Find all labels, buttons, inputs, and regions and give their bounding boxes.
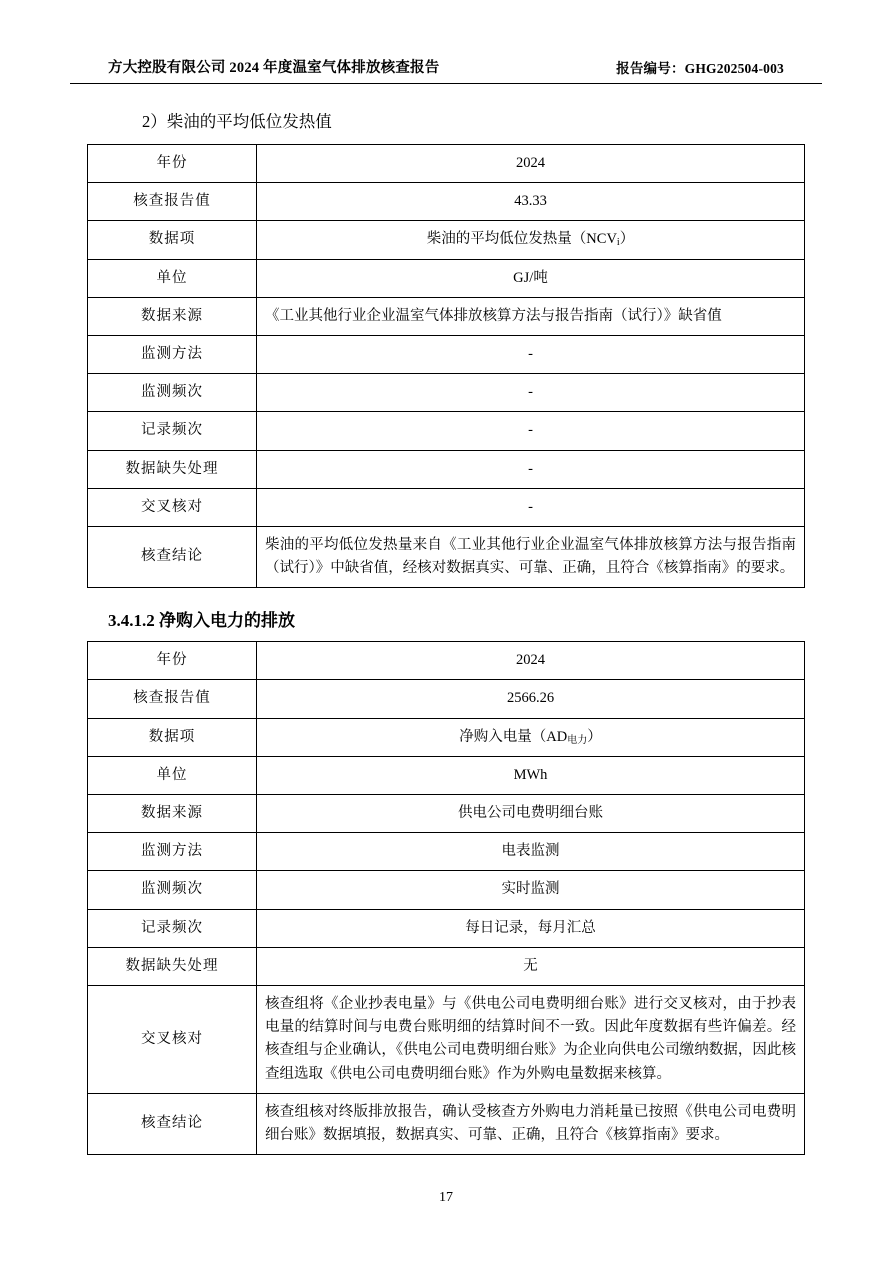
row-value: - <box>257 488 805 526</box>
row-label: 监测频次 <box>88 374 257 412</box>
row-value: 供电公司电费明细台账 <box>257 795 805 833</box>
row-value-text: 柴油的平均低位发热量（NCV <box>426 231 617 248</box>
row-label: 核查报告值 <box>88 680 257 718</box>
row-value: 每日记录，每月汇总 <box>257 909 805 947</box>
row-label: 数据来源 <box>88 795 257 833</box>
header-report-number: 报告编号：GHG202504-003 <box>616 61 784 76</box>
row-label: 单位 <box>88 259 257 297</box>
row-label: 监测方法 <box>88 335 257 373</box>
table-row <box>88 526 805 587</box>
table-row <box>88 756 805 794</box>
table-row <box>88 947 805 985</box>
row-label: 记录频次 <box>88 412 257 450</box>
page-header <box>70 56 822 84</box>
row-value <box>257 718 805 756</box>
row-label: 监测方法 <box>88 833 257 871</box>
row-value-subscript: 电力 <box>567 734 588 746</box>
table-row <box>88 718 805 756</box>
row-value: 核查组将《企业抄表电量》与《供电公司电费明细台账》进行交叉核对，由于抄表电量的结算时间与电费台账明细的结算时间不一致。因此年度数据有些许偏差。经核查组与企业确认，《供电公司电费明细台账》为企业向供电公司缴纳数据，因此核查组选取《供电公司电费明细台账》作为外购电量数据来核算。 <box>257 985 805 1093</box>
row-value-text: 净购入电量（AD <box>459 728 568 745</box>
row-label: 数据项 <box>88 221 257 259</box>
row-value: - <box>257 374 805 412</box>
table-row <box>88 488 805 526</box>
row-value: 柴油的平均低位发热量来自《工业其他行业企业温室气体排放核算方法与报告指南（试行）》中缺省值，经核对数据真实、可靠、正确，且符合《核算指南》的要求。 <box>257 526 805 587</box>
row-label: 记录频次 <box>88 909 257 947</box>
row-value: GJ/吨 <box>257 259 805 297</box>
table-row <box>88 450 805 488</box>
row-label: 核查结论 <box>88 526 257 587</box>
subsection-heading: 2）柴油的平均低位发热值 <box>142 112 332 131</box>
row-value: - <box>257 450 805 488</box>
row-value: 2024 <box>257 145 805 183</box>
table-row <box>88 183 805 221</box>
row-label: 交叉核对 <box>88 488 257 526</box>
page-footer <box>0 1190 892 1206</box>
table-row <box>88 909 805 947</box>
row-value: 2566.26 <box>257 680 805 718</box>
table-row <box>88 335 805 373</box>
table-row <box>88 985 805 1093</box>
row-value-tail: ） <box>587 728 602 745</box>
table-row <box>88 1093 805 1154</box>
table-row <box>88 833 805 871</box>
table-row <box>88 259 805 297</box>
row-label: 监测频次 <box>88 871 257 909</box>
net-purchased-electricity-table <box>87 641 805 1155</box>
row-label: 年份 <box>88 642 257 680</box>
row-value: 无 <box>257 947 805 985</box>
table-row <box>88 412 805 450</box>
row-label: 核查报告值 <box>88 183 257 221</box>
header-report-title: 方大控股有限公司 2024 年度温室气体排放核查报告 <box>108 60 440 76</box>
row-value-tail: ） <box>619 231 635 248</box>
table-row <box>88 374 805 412</box>
diesel-ncv-table <box>87 144 805 588</box>
row-label: 数据来源 <box>88 297 257 335</box>
row-value-subscript: i <box>616 237 620 249</box>
page-number: 17 <box>439 1190 453 1205</box>
table-row <box>88 145 805 183</box>
row-label: 核查结论 <box>88 1093 257 1154</box>
row-value: 2024 <box>257 642 805 680</box>
table-row <box>88 642 805 680</box>
table-row <box>88 871 805 909</box>
table-row <box>88 221 805 259</box>
row-label: 数据缺失处理 <box>88 450 257 488</box>
row-value <box>257 221 805 259</box>
table-row <box>88 795 805 833</box>
row-label: 数据缺失处理 <box>88 947 257 985</box>
row-value: 43.33 <box>257 183 805 221</box>
row-value: 核查组核对终版排放报告，确认受核查方外购电力消耗量已按照《供电公司电费明细台账》数据填报，数据真实、可靠、正确，且符合《核算指南》要求。 <box>257 1093 805 1154</box>
row-value: 实时监测 <box>257 871 805 909</box>
section-heading: 3.4.1.2 净购入电力的排放 <box>108 611 295 631</box>
row-value: MWh <box>257 756 805 794</box>
row-value: - <box>257 335 805 373</box>
row-value: - <box>257 412 805 450</box>
row-value: 《工业其他行业企业温室气体排放核算方法与报告指南（试行）》缺省值 <box>257 297 805 335</box>
table-row <box>88 680 805 718</box>
row-label: 交叉核对 <box>88 985 257 1093</box>
row-label: 单位 <box>88 756 257 794</box>
row-value: 电表监测 <box>257 833 805 871</box>
row-label: 数据项 <box>88 718 257 756</box>
table-row <box>88 297 805 335</box>
row-label: 年份 <box>88 145 257 183</box>
